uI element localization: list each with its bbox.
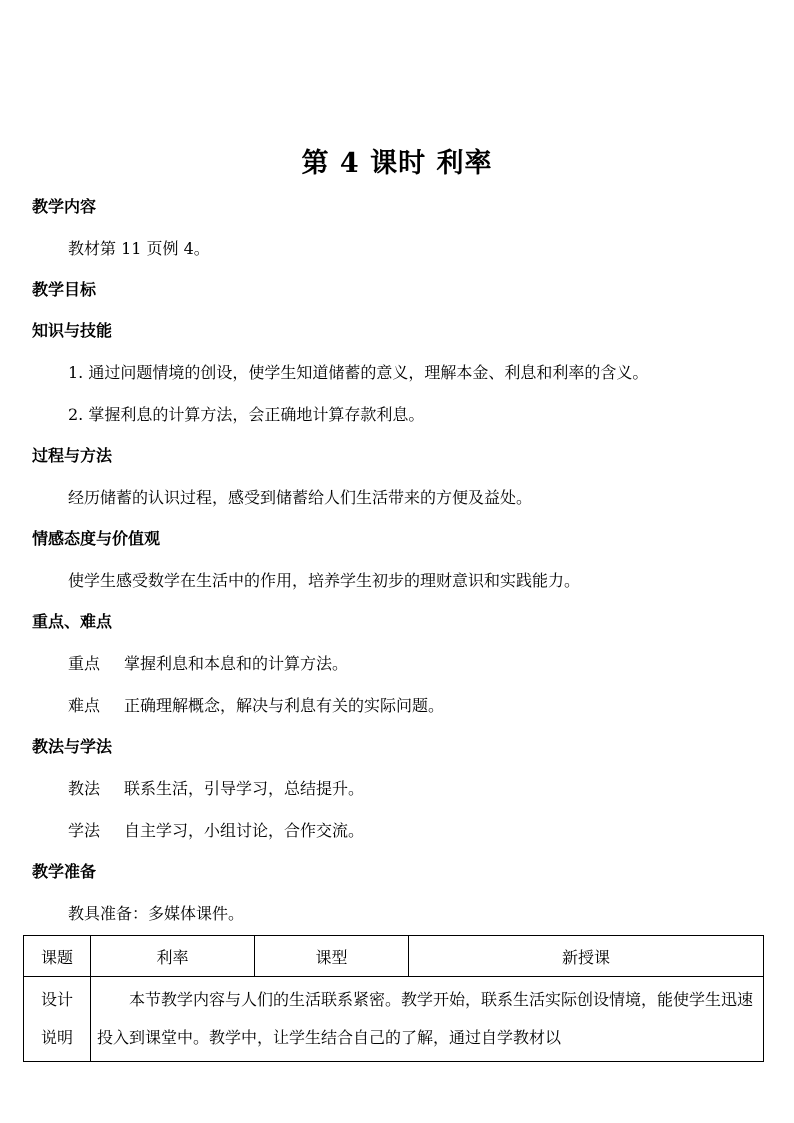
knowledge-item-2: 2. 掌握利息的计算方法，会正确地计算存款利息。 — [68, 405, 425, 424]
heading-teaching-content: 教学内容 — [32, 197, 97, 216]
table-row — [24, 936, 764, 977]
teach-method-label: 教法 — [68, 779, 101, 798]
page-title: 第 4 课时 利率 — [301, 148, 493, 179]
difficult-point-label: 难点 — [68, 696, 101, 715]
lesson-info-table — [23, 935, 764, 1062]
process-method-text: 经历储蓄的认识过程，感受到储蓄给人们生活带来的方便及益处。 — [68, 488, 533, 507]
knowledge-item-1: 1. 通过问题情境的创设，使学生知道储蓄的意义，理解本金、利息和利率的含义。 — [68, 363, 649, 382]
design-label-line-2: 说明 — [40, 1028, 73, 1047]
heading-attitude-values: 情感态度与价值观 — [32, 529, 161, 548]
teaching-prep-text: 教具准备：多媒体课件。 — [68, 904, 245, 923]
heading-knowledge-skills: 知识与技能 — [32, 321, 113, 340]
key-point-label: 重点 — [68, 654, 101, 673]
table-row — [24, 977, 764, 1062]
design-label-cell — [24, 977, 91, 1062]
heading-teach-learn-method: 教法与学法 — [32, 737, 113, 756]
attitude-values-text: 使学生感受数学在生活中的作用，培养学生初步的理财意识和实践能力。 — [68, 571, 581, 590]
key-point-text: 掌握利息和本息和的计算方法。 — [124, 654, 349, 673]
difficult-point-line — [68, 695, 444, 717]
heading-process-method: 过程与方法 — [32, 446, 113, 465]
heading-key-difficult: 重点、难点 — [32, 612, 113, 631]
type-value-cell: 新授课 — [409, 936, 764, 977]
design-text-cell: 本节教学内容与人们的生活联系紧密。教学开始，联系生活实际创设情境，能使学生迅速投入到课堂中。教学中，让学生结合自己的了解，通过自学教材以 — [91, 977, 764, 1062]
difficult-point-text: 正确理解概念，解决与利息有关的实际问题。 — [124, 696, 445, 715]
learn-method-text: 自主学习，小组讨论，合作交流。 — [124, 821, 365, 840]
heading-teaching-goals: 教学目标 — [32, 280, 97, 299]
teach-method-text: 联系生活，引导学习，总结提升。 — [124, 779, 365, 798]
topic-label-cell: 课题 — [24, 936, 91, 977]
design-label-line-1: 设计 — [40, 990, 73, 1009]
learn-method-line — [68, 820, 364, 842]
heading-teaching-prep: 教学准备 — [32, 862, 97, 881]
topic-value-cell: 利率 — [91, 936, 255, 977]
teaching-content-text: 教材第 11 页例 4。 — [68, 239, 210, 258]
key-point-line — [68, 653, 348, 675]
type-label-cell: 课型 — [255, 936, 409, 977]
teach-method-line — [68, 778, 364, 800]
learn-method-label: 学法 — [68, 821, 101, 840]
